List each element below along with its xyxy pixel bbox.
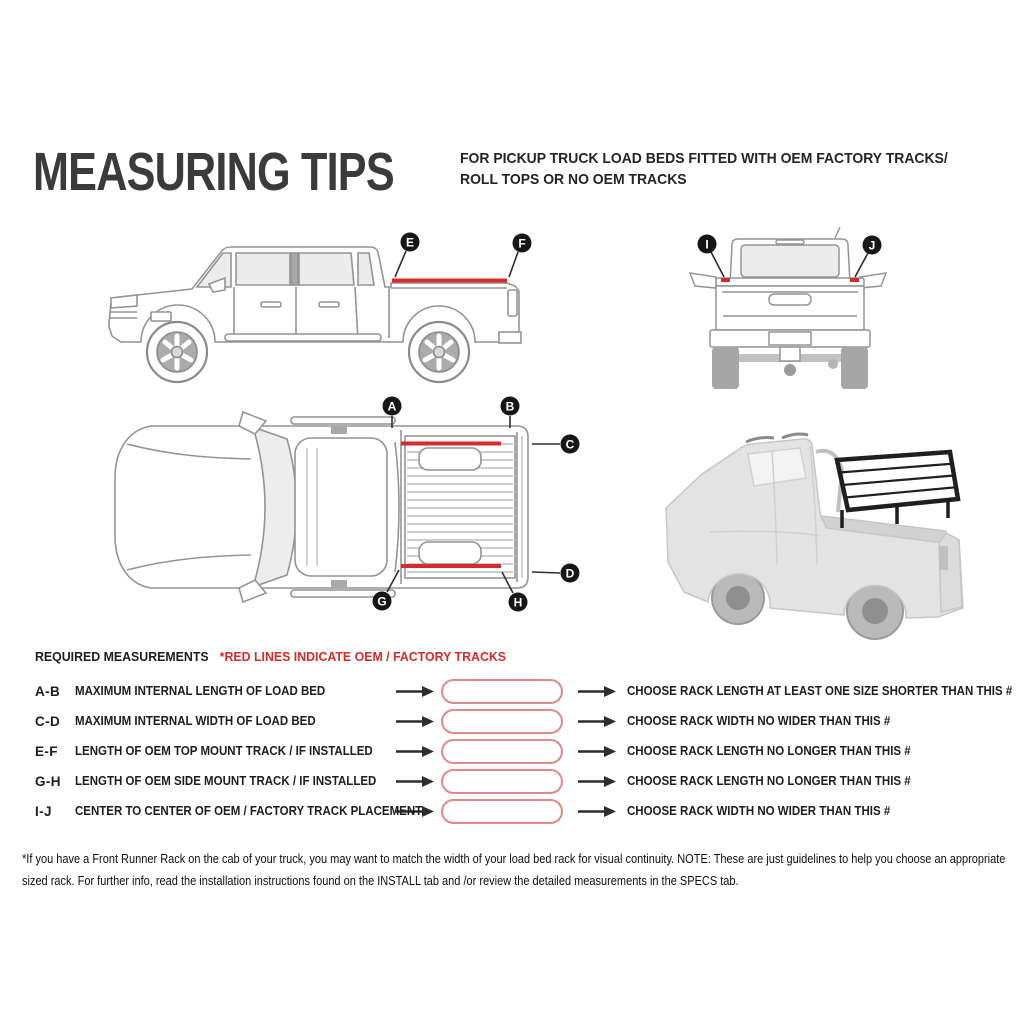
svg-text:I: I (705, 237, 709, 252)
arrow-right-icon (395, 745, 435, 758)
footnote: *If you have a Front Runner Rack on the cab of your truck, you may want to match the width of your load bed rack for visual continuity. NOTE: These are just guidelines to help you choose an appropriate sized rack. For further info, read the installation instructions found on the INSTALL tab and /or review the detailed measurements in the SPECS tab. (22, 852, 1006, 888)
svg-text:B: B (505, 399, 515, 414)
arrow-right-icon (395, 685, 435, 698)
measurement-id: C-D (35, 713, 61, 729)
measurement-input-ij[interactable] (441, 799, 563, 824)
marker-B (501, 397, 520, 416)
red-track-line-bottom (401, 564, 501, 568)
svg-text:C: C (565, 437, 575, 452)
marker-J (863, 236, 882, 255)
measurement-guidance: CHOOSE RACK WIDTH NO WIDER THAN THIS # (627, 804, 891, 818)
measurement-id: A-B (35, 683, 61, 699)
red-track-mark-j (850, 278, 859, 282)
measurement-guidance: CHOOSE RACK LENGTH AT LEAST ONE SIZE SHORTER THAN THIS # (627, 684, 1013, 698)
marker-A (383, 397, 402, 416)
svg-text:E: E (405, 235, 415, 250)
measurement-input-ef[interactable] (441, 739, 563, 764)
measurement-guidance: CHOOSE RACK LENGTH NO LONGER THAN THIS # (627, 774, 911, 788)
truck-with-rack-3d (650, 412, 980, 642)
measurement-rows (35, 676, 1020, 826)
measurement-input-ab[interactable] (441, 679, 563, 704)
measurement-description: MAXIMUM INTERNAL LENGTH OF LOAD BED (75, 684, 326, 698)
svg-text:A: A (387, 399, 397, 414)
red-track-mark-i (721, 278, 730, 282)
arrow-right-icon (395, 715, 435, 728)
marker-C (561, 435, 580, 454)
red-lines-note: *RED LINES INDICATE OEM / FACTORY TRACKS (219, 649, 507, 664)
red-track-line-top (401, 442, 501, 446)
measurement-description: LENGTH OF OEM SIDE MOUNT TRACK / IF INSTALLED (75, 774, 377, 788)
section-title: REQUIRED MEASUREMENTS (35, 649, 209, 664)
load-bed-rack (837, 452, 958, 528)
arrow-right-icon (577, 685, 617, 698)
measurement-description: LENGTH OF OEM TOP MOUNT TRACK / IF INSTALLED (75, 744, 373, 758)
arrow-right-icon (577, 775, 617, 788)
measurement-description: MAXIMUM INTERNAL WIDTH OF LOAD BED (75, 714, 316, 728)
red-track-line-ef (392, 279, 507, 283)
measurement-guidance: CHOOSE RACK WIDTH NO WIDER THAN THIS # (627, 714, 891, 728)
svg-text:D: D (565, 566, 575, 581)
measurement-id: I-J (35, 803, 52, 819)
truck-rear-view-diagram (683, 224, 893, 396)
measurement-row-ab (35, 676, 1020, 706)
arrow-right-icon (395, 775, 435, 788)
measurement-input-cd[interactable] (441, 709, 563, 734)
truck-top-view-diagram (103, 396, 603, 618)
page-subtitle (460, 148, 948, 190)
marker-G (373, 592, 392, 611)
marker-D (561, 564, 580, 583)
subtitle-line-2: ROLL TOPS OR NO OEM TRACKS (460, 171, 687, 188)
measurement-row-gh (35, 766, 1020, 796)
measurement-description: CENTER TO CENTER OF OEM / FACTORY TRACK PLACEMENT (75, 804, 423, 818)
marker-E (401, 233, 420, 252)
measurement-id: E-F (35, 743, 58, 759)
svg-text:G: G (377, 594, 387, 609)
required-measurements-header (35, 649, 506, 664)
measurement-row-ij (35, 796, 1020, 826)
svg-text:F: F (518, 236, 526, 251)
marker-F (513, 234, 532, 253)
svg-text:H: H (513, 595, 523, 610)
truck-side-view-diagram (95, 226, 535, 394)
arrow-right-icon (577, 745, 617, 758)
measurement-guidance: CHOOSE RACK LENGTH NO LONGER THAN THIS # (627, 744, 911, 758)
arrow-right-icon (577, 715, 617, 728)
marker-H (509, 593, 528, 612)
arrow-right-icon (577, 805, 617, 818)
page-title: MEASURING TIPS (33, 142, 394, 202)
measurement-input-gh[interactable] (441, 769, 563, 794)
measurement-id: G-H (35, 773, 61, 789)
measurement-row-cd (35, 706, 1020, 736)
marker-I (698, 235, 717, 254)
svg-text:J: J (868, 238, 876, 253)
subtitle-line-1: FOR PICKUP TRUCK LOAD BEDS FITTED WITH OEM FACTORY TRACKS/ (460, 150, 948, 167)
measurement-row-ef (35, 736, 1020, 766)
